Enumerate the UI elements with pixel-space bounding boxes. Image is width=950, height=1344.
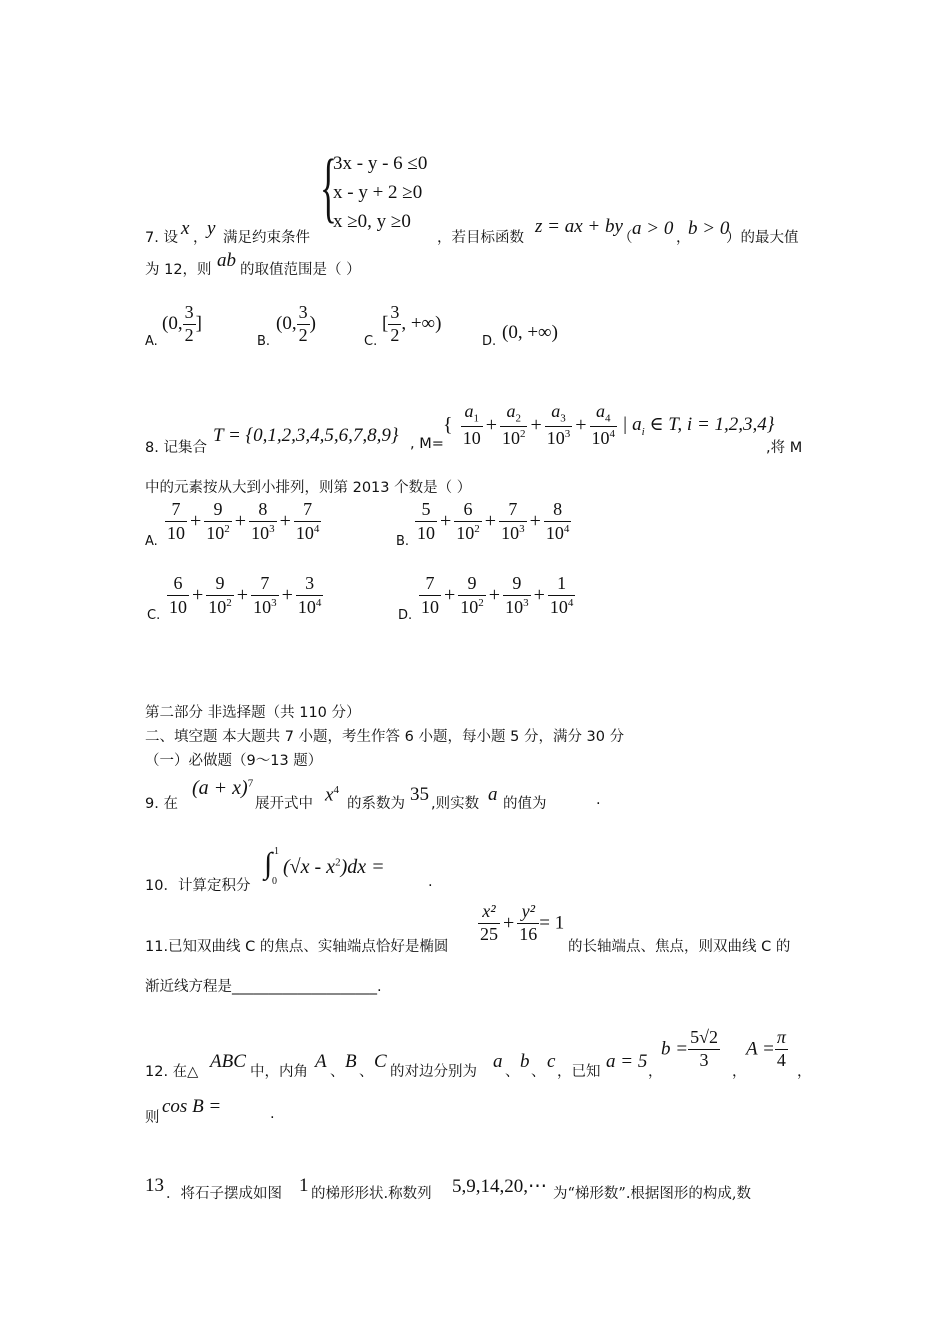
q8-option-a[interactable] [165,500,321,544]
q12-text-1: 中，内角 [250,1064,308,1080]
comma-1: ， [648,1064,663,1080]
option-fraction: $\frac{1}{10^4}$ [549,573,574,617]
q9-term: $x^4$ [325,784,339,806]
q8-option-c-label[interactable]: C. [147,608,161,623]
fraction: $\frac{3}{2}$ [390,302,400,345]
q12-text-3: ，已知 [557,1064,601,1080]
subsection-heading: （一）必做题（9～13 题） [145,753,323,769]
given-angle-a: A = $\frac{\pi}{4}$ [746,1027,786,1070]
q9-text-2: 的系数为 [347,796,405,812]
var-ab: ab [217,250,236,271]
fraction: $\frac{3}{2}$ [298,302,308,345]
q8-line1-suffix: ,将 M [766,440,803,456]
plus-sign: + [236,584,249,607]
option-fraction: $\frac{9}{10^3}$ [505,573,529,617]
q8-option-a-label[interactable]: A. [145,534,158,549]
comma: ， [193,230,208,246]
q7-line1-suffix: ）的最大值 [726,230,799,246]
sep-2: 、 [359,1064,374,1080]
var-x: x [181,218,190,239]
q12-end: . [270,1106,275,1122]
angle-c: C [374,1051,387,1072]
side-b: b [520,1051,530,1072]
ellipse-equation: $\frac{\text{x²}}{25}$ + $\frac{\text{y²}}{16}$ = 1 [480,901,565,944]
q13-figure-ref: 1 [299,1175,309,1196]
fraction: $\frac{5√2}{3}$ [690,1027,718,1070]
option-fraction: $\frac{7}{10}$ [421,573,439,617]
q10-prefix: 10．计算定积分 [145,878,251,894]
cond-a: a > 0 [632,218,674,239]
option-fraction: $\frac{9}{10^2}$ [460,573,484,617]
given-b: b = $\frac{5√2}{3}$ [661,1027,718,1070]
q8-m-label: , M= [410,436,444,452]
plus-sign: + [485,413,497,436]
set-m-terms [461,401,617,448]
q8-option-b[interactable] [415,500,571,544]
option-fraction: $\frac{6}{10^2}$ [456,499,480,543]
angle-b: B [345,1051,357,1072]
var-y: y [207,218,216,239]
side-a: a [493,1051,503,1072]
plus-sign: + [190,510,202,533]
fraction: $\frac{3}{2}$ [184,302,194,345]
option-fraction: $\frac{6}{10}$ [169,573,187,617]
q7-option-b[interactable]: (0, $\frac{3}{2}$ ) [276,302,316,345]
option-fraction: $\frac{7}{10^3}$ [253,573,277,617]
given-a: a = 5 [606,1051,648,1072]
fraction-x: $\frac{\text{x²}}{25}$ [480,901,498,944]
constraint-1: 3x - y - 6 ≤0 [333,153,428,174]
q8-option-d-label[interactable]: D. [398,608,413,623]
q7-condition-text: 满足约束条件 [223,230,310,246]
fraction-y: $\frac{\text{y²}}{16}$ [519,901,538,944]
plus-sign: + [440,510,452,533]
q7-option-c-label[interactable]: C. [364,334,378,349]
side-c: c [547,1051,556,1072]
q9-end: . [596,792,601,808]
sep-3: 、 [505,1064,520,1080]
set-m-fraction: $\frac{a_3}{10^3}$ [546,401,571,448]
q12-text-2: 的对边分别为 [390,1064,477,1080]
q9-var-a: a [488,784,498,805]
fraction: $\frac{\pi}{4}$ [776,1027,786,1070]
plus-sign: + [484,510,497,533]
option-fraction: $\frac{7}{10}$ [167,499,185,543]
q9-binomial: $(a + x)^7$ [192,777,254,799]
q7-option-c[interactable]: [ $\frac{3}{2}$ , +∞) [382,302,442,345]
set-t: T = {0,1,2,3,4,5,6,7,8,9} [213,425,399,446]
option-fraction: $\frac{5}{10}$ [417,499,435,543]
cos-b: cos B = [162,1096,222,1117]
q13-sequence: 5,9,14,20,⋯ [452,1176,547,1197]
q11-line2: 渐近线方程是____________________. [145,979,382,995]
triangle-abc: ABC [210,1051,246,1072]
q7-option-d[interactable]: (0, +∞) [502,322,558,343]
comma-3: ， [797,1064,812,1080]
option-fraction: $\frac{3}{10^4}$ [297,573,322,617]
sep-4: 、 [531,1064,546,1080]
q11-suffix: 的长轴端点、焦点，则双曲线 C 的 [568,939,791,955]
q7-line2-prefix: 为 12，则 [145,262,212,278]
q9-text-4: 的值为 [503,796,547,812]
q12-line2-prefix: 则 [145,1110,160,1126]
angle-a: A [315,1051,327,1072]
q10-end: . [428,874,433,890]
set-m-fraction: $\frac{a_4}{10^4}$ [591,401,616,448]
q13-text-3: 为“梯形数”.根据图形的构成,数 [553,1186,752,1202]
integral-lower: 0 [272,876,277,887]
integrand: $(√x - x^2)dx$ = [283,856,385,878]
q9-text-3: ,则实数 [431,796,480,812]
q7-option-a-label[interactable]: A. [145,334,158,349]
sep-1: 、 [330,1064,345,1080]
q12-prefix: 12. 在△ [145,1064,199,1080]
option-fraction: $\frac{9}{10^2}$ [206,499,230,543]
option-fraction: $\frac{9}{10^2}$ [208,573,232,617]
constraint-2: x - y + 2 ≥0 [333,182,423,203]
part2-title: 第二部分 非选择题（共 110 分） [145,705,361,721]
q7-option-b-label[interactable]: B. [257,334,271,349]
plus-sign: + [533,584,545,607]
option-fraction: $\frac{7}{10^3}$ [501,499,525,543]
q8-line1-prefix: 8. 记集合 [145,440,207,456]
q9-prefix: 9. 在 [145,796,178,812]
plus-sign: + [530,413,542,436]
option-fraction: $\frac{8}{10^4}$ [545,499,570,543]
plus-sign: + [192,584,204,607]
comma-2: ， [732,1064,747,1080]
plus-sign: + [488,584,501,607]
q8-option-b-label[interactable]: B. [396,534,410,549]
q7-option-d-label[interactable]: D. [482,334,497,349]
plus-sign: + [281,584,293,607]
q7-option-a[interactable]: (0, $\frac{3}{2}$ ] [162,302,202,345]
q11-prefix: 11.已知双曲线 C 的焦点、实轴端点恰好是椭圆 [145,939,449,955]
constraint-brace: { [320,143,337,230]
option-fraction: $\frac{7}{10^4}$ [295,499,320,543]
plus-sign: + [575,413,587,436]
q7-objective-text: ，若目标函数 [437,230,524,246]
q7-line1-prefix: 7. 设 [145,230,178,246]
q13-number: 13 [145,1175,164,1196]
set-m-fraction: $\frac{a_2}{10^2}$ [501,401,526,448]
plus-sign: + [234,510,247,533]
option-fraction: $\frac{8}{10^3}$ [251,499,275,543]
objective-function: z = ax + by [535,216,623,237]
q7-line2-suffix: 的取值范围是（ ） [240,262,361,278]
q13-text-2: 的梯形形状.称数列 [311,1186,432,1202]
cond-sep: ， [676,230,691,246]
q8-line2: 中的元素按从大到小排列，则第 2013 个数是（ ） [145,480,472,496]
set-m-condition: | $a_i$ ∈ T, i = 1,2,3,4} [622,413,775,438]
plus-sign: + [529,510,541,533]
plus-sign: + [279,510,291,533]
constraint-3: x ≥0, y ≥0 [333,211,411,232]
section-heading: 二、填空题 本大题共 7 小题，考生作答 6 小题，每小题 5 分，满分 30 分 [145,729,625,745]
q13-text-1: ．将石子摆成如图 [166,1186,282,1202]
set-m-fraction: $\frac{a_1}{10}$ [462,401,481,448]
q8-option-c[interactable] [167,574,323,618]
plus-sign: + [444,584,456,607]
set-m: { $\frac{a_1}{10}$ + $\frac{a_2}{10^2}$ + $\frac{a_3}{10^3}$ + $\frac{a_4}{10^4}$ | $a_i$ ∈ T, i = 1,2,3,4} [443,401,775,448]
q9-text-1: 展开式中 [255,796,313,812]
q8-option-d[interactable] [419,574,575,618]
cond-b: b > 0 [688,218,730,239]
paren-open: （ [618,230,633,246]
integral-upper: 1 [274,846,279,857]
integral-sign-icon: ∫ [264,847,273,880]
q9-coefficient: 35 [410,784,429,805]
